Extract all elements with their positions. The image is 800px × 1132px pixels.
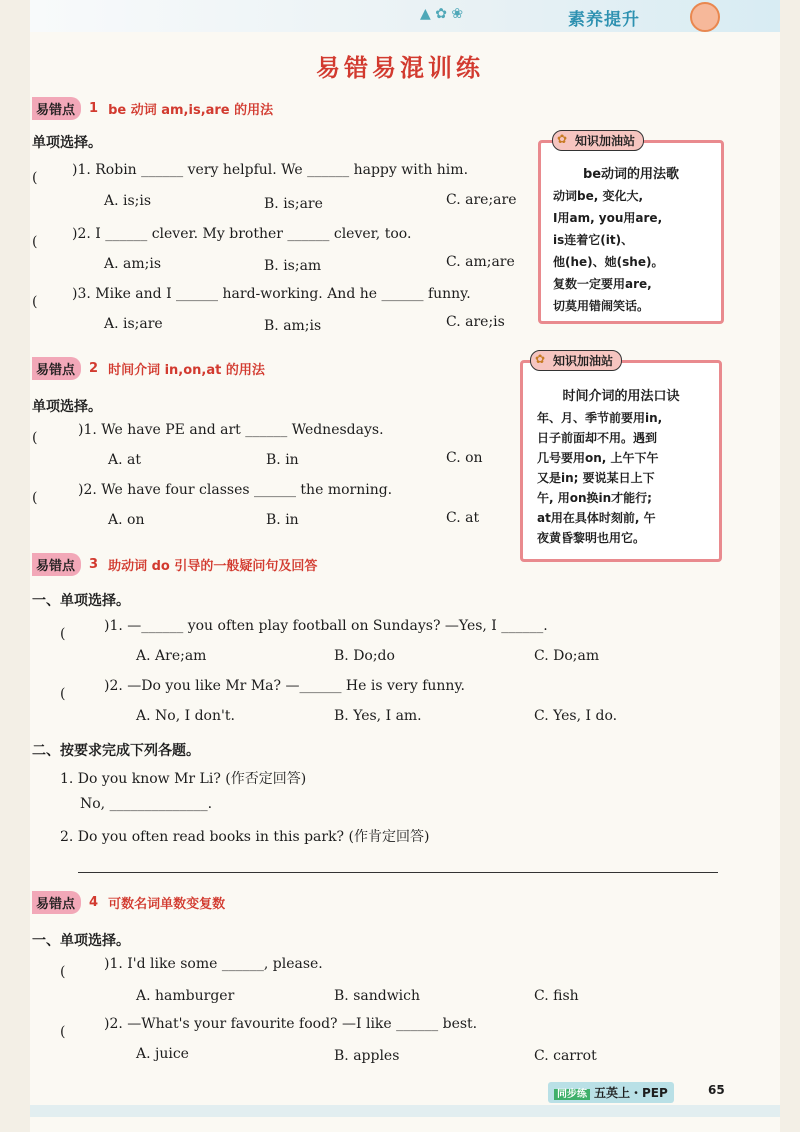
tip-box-time-prepositions <box>520 360 722 562</box>
option-c: C. carrot <box>534 1048 597 1064</box>
tip-line: 午, 用on换in才能行; <box>537 491 652 505</box>
option-b: B. is;am <box>264 258 322 274</box>
tip-line: 年、月、季节前要用in, <box>537 411 663 425</box>
option-c: C. are;are <box>446 192 517 208</box>
option-a: A. No, I don't. <box>136 708 235 724</box>
task-question: 1. Do you know Mr Li? (作否定回答) <box>60 771 307 787</box>
tip-line: 切莫用错闹笑话。 <box>553 299 650 313</box>
answer-paren[interactable]: ( <box>60 1024 66 1040</box>
section-header-3 <box>32 552 317 576</box>
section-header-4 <box>32 890 225 914</box>
instruction: 单项选择。 <box>32 399 102 415</box>
answer-paren[interactable]: ( <box>32 430 38 446</box>
option-b: B. in <box>266 452 299 468</box>
option-a: A. juice <box>136 1046 189 1062</box>
section-tag: 易错点 <box>32 97 81 120</box>
page-title: 易错易混训练 <box>316 54 484 82</box>
answer-paren[interactable]: ( <box>60 626 66 642</box>
bell-icon: ✿ <box>535 352 546 366</box>
question-stem: )3. Mike and I ______ hard-working. And he ______ funny. <box>72 286 471 302</box>
top-banner <box>30 0 780 32</box>
question-stem: )2. We have four classes ______ the morning. <box>78 482 393 498</box>
task-answer[interactable]: No, ______________. <box>80 796 213 812</box>
option-a: A. is;is <box>104 193 152 209</box>
option-c: C. on <box>446 450 483 466</box>
option-c: C. am;are <box>446 254 515 270</box>
section-number: 3 <box>89 556 99 572</box>
tip-box-header <box>552 130 644 151</box>
section-tag: 易错点 <box>32 553 81 576</box>
option-a: A. is;are <box>104 316 163 332</box>
lightbulb-icon: ✿ <box>557 132 568 146</box>
tip-box-header-label: 知识加油站 <box>553 354 614 368</box>
answer-paren[interactable]: ( <box>60 686 66 702</box>
instruction: 一、单项选择。 <box>32 593 130 609</box>
tip-box-title: 时间介词的用法口诀 <box>562 389 680 404</box>
option-a: A. on <box>108 512 145 528</box>
option-c: C. Do;am <box>534 648 600 664</box>
section-tag: 易错点 <box>32 891 81 914</box>
answer-paren[interactable]: ( <box>60 964 66 980</box>
option-a: A. am;is <box>104 256 162 272</box>
question-stem: )1. Robin ______ very helpful. We ______ happy with him. <box>72 162 469 178</box>
option-c: C. at <box>446 510 480 526</box>
option-c: C. are;is <box>446 314 505 330</box>
answer-line[interactable] <box>78 872 718 873</box>
tip-line: I用am, you用are, <box>553 211 663 225</box>
option-b: B. sandwich <box>334 988 421 1004</box>
option-c: C. Yes, I do. <box>534 708 618 724</box>
tip-line: 夜黄昏黎明也用它。 <box>537 531 646 545</box>
question-stem: )2. —Do you like Mr Ma? —______ He is very funny. <box>104 678 465 694</box>
tip-line: 日子前面却不用。遇到 <box>537 431 658 445</box>
tip-line: 复数一定要用are, <box>553 277 652 291</box>
task-question: 2. Do you often read books in this park? (作肯定回答) <box>60 829 430 845</box>
answer-paren[interactable]: ( <box>32 234 38 250</box>
tip-line: is连着它(it)、 <box>553 233 634 247</box>
section-number: 2 <box>89 360 99 376</box>
section-title: be 动词 am,is,are 的用法 <box>108 102 274 118</box>
question-stem: )1. We have PE and art ______ Wednesdays. <box>78 422 384 438</box>
question-stem: )1. —______ you often play football on Sundays? —Yes, I ______. <box>104 618 548 634</box>
tip-line: 动词be, 变化大, <box>553 189 644 203</box>
tip-box-be-verbs <box>538 140 724 324</box>
section-tag: 易错点 <box>32 357 81 380</box>
option-a: A. Are;am <box>136 648 207 664</box>
section-title: 可数名词单数变复数 <box>108 896 226 912</box>
section-title: 时间介词 in,on,at 的用法 <box>108 362 265 378</box>
tip-box-header <box>530 350 622 371</box>
mascot-icon <box>690 2 720 32</box>
page-number: 65 <box>708 1083 725 1097</box>
tip-line: at用在具体时刻前, 午 <box>537 511 656 525</box>
option-b: B. in <box>266 512 299 528</box>
instruction: 二、按要求完成下列各题。 <box>32 743 200 759</box>
footer-badge: 同步练 <box>554 1089 590 1100</box>
section-title: 助动词 do 引导的一般疑问句及回答 <box>108 558 318 574</box>
section-header-2 <box>32 356 265 380</box>
footer-strip <box>30 1105 780 1117</box>
option-b: B. Yes, I am. <box>334 708 422 724</box>
tip-box-header-label: 知识加油站 <box>575 134 636 148</box>
option-b: B. am;is <box>264 318 322 334</box>
option-b: B. Do;do <box>334 648 395 664</box>
option-b: B. apples <box>334 1048 400 1064</box>
answer-paren[interactable]: ( <box>32 170 38 186</box>
instruction: 单项选择。 <box>32 135 102 151</box>
section-number: 4 <box>89 894 99 910</box>
section-header-1 <box>32 96 273 120</box>
tip-line: 他(he)、她(she)。 <box>553 255 664 269</box>
question-stem: )2. I ______ clever. My brother ______ clever, too. <box>72 226 412 242</box>
answer-paren[interactable]: ( <box>32 294 38 310</box>
option-a: A. hamburger <box>136 988 235 1004</box>
option-a: A. at <box>108 452 141 468</box>
tip-box-title: be动词的用法歌 <box>582 167 680 182</box>
footer-book: 五英上・PEP <box>594 1086 668 1100</box>
instruction: 一、单项选择。 <box>32 933 130 949</box>
tip-line: 几号要用on, 上午下午 <box>537 451 659 465</box>
tip-line: 又是in; 要说某日上下 <box>537 471 655 485</box>
option-b: B. is;are <box>264 196 323 212</box>
brand-label: 素养提升 <box>568 10 640 30</box>
answer-paren[interactable]: ( <box>32 490 38 506</box>
section-number: 1 <box>89 100 99 116</box>
question-stem: )2. —What's your favourite food? —I like ______ best. <box>104 1016 478 1032</box>
option-c: C. fish <box>534 988 579 1004</box>
question-stem: )1. I'd like some ______, please. <box>104 956 323 972</box>
banner-decoration: ▲ ✿ ❀ <box>420 6 464 22</box>
footer-book-label <box>548 1082 674 1103</box>
